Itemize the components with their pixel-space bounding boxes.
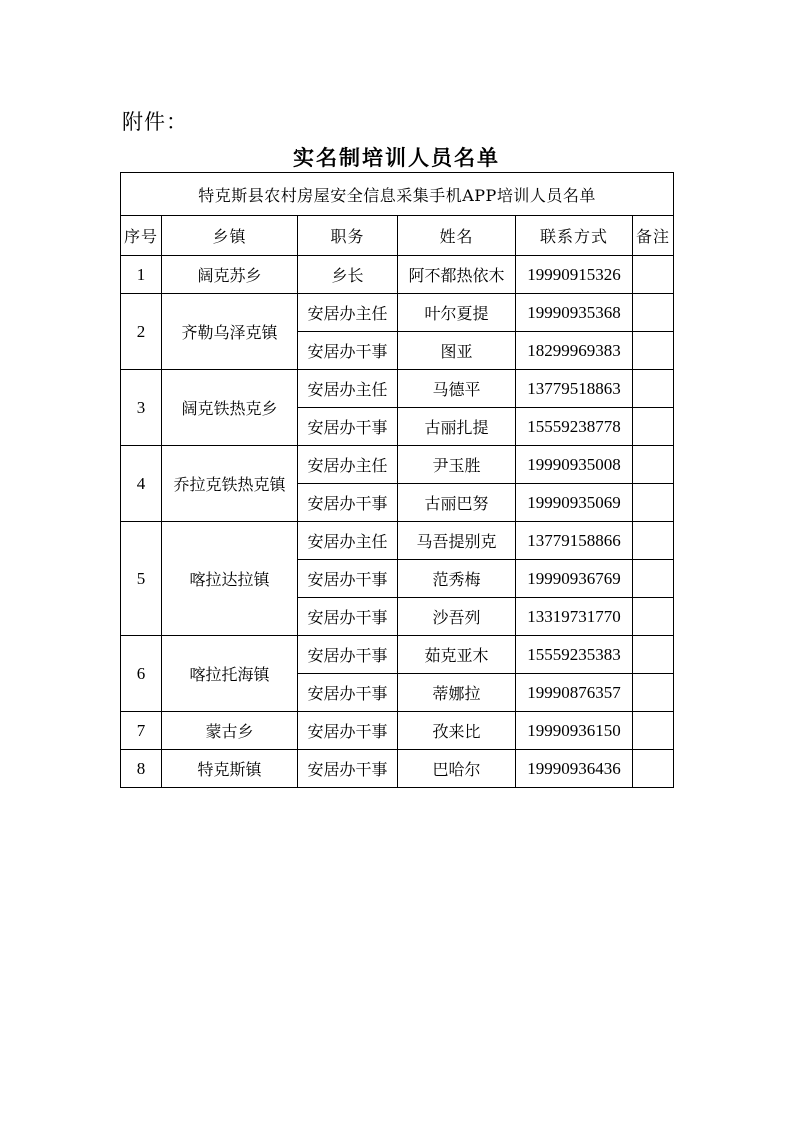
cell-contact: 19990915326 — [516, 256, 633, 294]
cell-contact: 15559235383 — [516, 636, 633, 674]
header-contact: 联系方式 — [516, 216, 633, 256]
training-roster-table — [120, 172, 674, 788]
cell-contact: 13319731770 — [516, 598, 633, 636]
table-row — [121, 522, 674, 560]
cell-name: 马吾提别克 — [398, 522, 516, 560]
cell-remarks — [633, 256, 674, 294]
cell-position: 安居办主任 — [298, 446, 398, 484]
cell-contact: 13779518863 — [516, 370, 633, 408]
cell-remarks — [633, 484, 674, 522]
cell-contact: 19990935008 — [516, 446, 633, 484]
cell-contact: 19990935368 — [516, 294, 633, 332]
cell-contact: 13779158866 — [516, 522, 633, 560]
cell-position: 安居办干事 — [298, 560, 398, 598]
cell-position: 安居办干事 — [298, 674, 398, 712]
cell-township: 特克斯镇 — [162, 750, 298, 788]
cell-township: 阔克苏乡 — [162, 256, 298, 294]
cell-remarks — [633, 294, 674, 332]
cell-remarks — [633, 674, 674, 712]
cell-name: 巴哈尔 — [398, 750, 516, 788]
cell-index: 1 — [121, 256, 162, 294]
attachment-label: 附件： — [122, 110, 188, 134]
cell-remarks — [633, 446, 674, 484]
cell-township: 乔拉克铁热克镇 — [162, 446, 298, 522]
cell-index: 5 — [121, 522, 162, 636]
cell-position: 安居办干事 — [298, 598, 398, 636]
cell-contact: 19990876357 — [516, 674, 633, 712]
cell-name: 茹克亚木 — [398, 636, 516, 674]
cell-remarks — [633, 750, 674, 788]
header-name: 姓名 — [398, 216, 516, 256]
cell-name: 孜来比 — [398, 712, 516, 750]
cell-name: 蒂娜拉 — [398, 674, 516, 712]
cell-position: 安居办主任 — [298, 370, 398, 408]
header-township: 乡镇 — [162, 216, 298, 256]
cell-contact: 18299969383 — [516, 332, 633, 370]
table-row — [121, 446, 674, 484]
table-row — [121, 750, 674, 788]
cell-name: 马德平 — [398, 370, 516, 408]
cell-index: 3 — [121, 370, 162, 446]
cell-remarks — [633, 712, 674, 750]
cell-name: 古丽巴努 — [398, 484, 516, 522]
cell-township: 阔克铁热克乡 — [162, 370, 298, 446]
table-row — [121, 636, 674, 674]
cell-name: 图亚 — [398, 332, 516, 370]
cell-index: 4 — [121, 446, 162, 522]
cell-position: 安居办干事 — [298, 636, 398, 674]
table-subtitle: 特克斯县农村房屋安全信息采集手机APP培训人员名单 — [121, 173, 674, 216]
table-subtitle-row — [121, 173, 674, 216]
document-title: 实名制培训人员名单 — [293, 146, 500, 170]
cell-remarks — [633, 636, 674, 674]
cell-name: 叶尔夏提 — [398, 294, 516, 332]
cell-contact: 19990936436 — [516, 750, 633, 788]
cell-position: 安居办干事 — [298, 750, 398, 788]
cell-name: 范秀梅 — [398, 560, 516, 598]
cell-remarks — [633, 370, 674, 408]
cell-index: 6 — [121, 636, 162, 712]
cell-position: 安居办干事 — [298, 332, 398, 370]
cell-position: 安居办干事 — [298, 408, 398, 446]
cell-contact: 19990936150 — [516, 712, 633, 750]
header-index: 序号 — [121, 216, 162, 256]
cell-township: 齐勒乌泽克镇 — [162, 294, 298, 370]
table-row — [121, 712, 674, 750]
table-row — [121, 370, 674, 408]
cell-township: 喀拉托海镇 — [162, 636, 298, 712]
cell-township: 蒙古乡 — [162, 712, 298, 750]
cell-name: 沙吾列 — [398, 598, 516, 636]
table-row — [121, 256, 674, 294]
cell-position: 安居办主任 — [298, 522, 398, 560]
cell-remarks — [633, 408, 674, 446]
cell-remarks — [633, 522, 674, 560]
cell-index: 7 — [121, 712, 162, 750]
cell-contact: 15559238778 — [516, 408, 633, 446]
cell-township: 喀拉达拉镇 — [162, 522, 298, 636]
cell-index: 8 — [121, 750, 162, 788]
cell-remarks — [633, 598, 674, 636]
cell-position: 安居办主任 — [298, 294, 398, 332]
cell-index: 2 — [121, 294, 162, 370]
cell-name: 古丽扎提 — [398, 408, 516, 446]
cell-position: 安居办干事 — [298, 484, 398, 522]
cell-position: 乡长 — [298, 256, 398, 294]
table-header-row — [121, 216, 674, 256]
header-position: 职务 — [298, 216, 398, 256]
cell-name: 阿不都热依木 — [398, 256, 516, 294]
cell-remarks — [633, 560, 674, 598]
cell-position: 安居办干事 — [298, 712, 398, 750]
cell-contact: 19990935069 — [516, 484, 633, 522]
cell-name: 尹玉胜 — [398, 446, 516, 484]
table-row — [121, 294, 674, 332]
header-remarks: 备注 — [633, 216, 674, 256]
cell-contact: 19990936769 — [516, 560, 633, 598]
cell-remarks — [633, 332, 674, 370]
